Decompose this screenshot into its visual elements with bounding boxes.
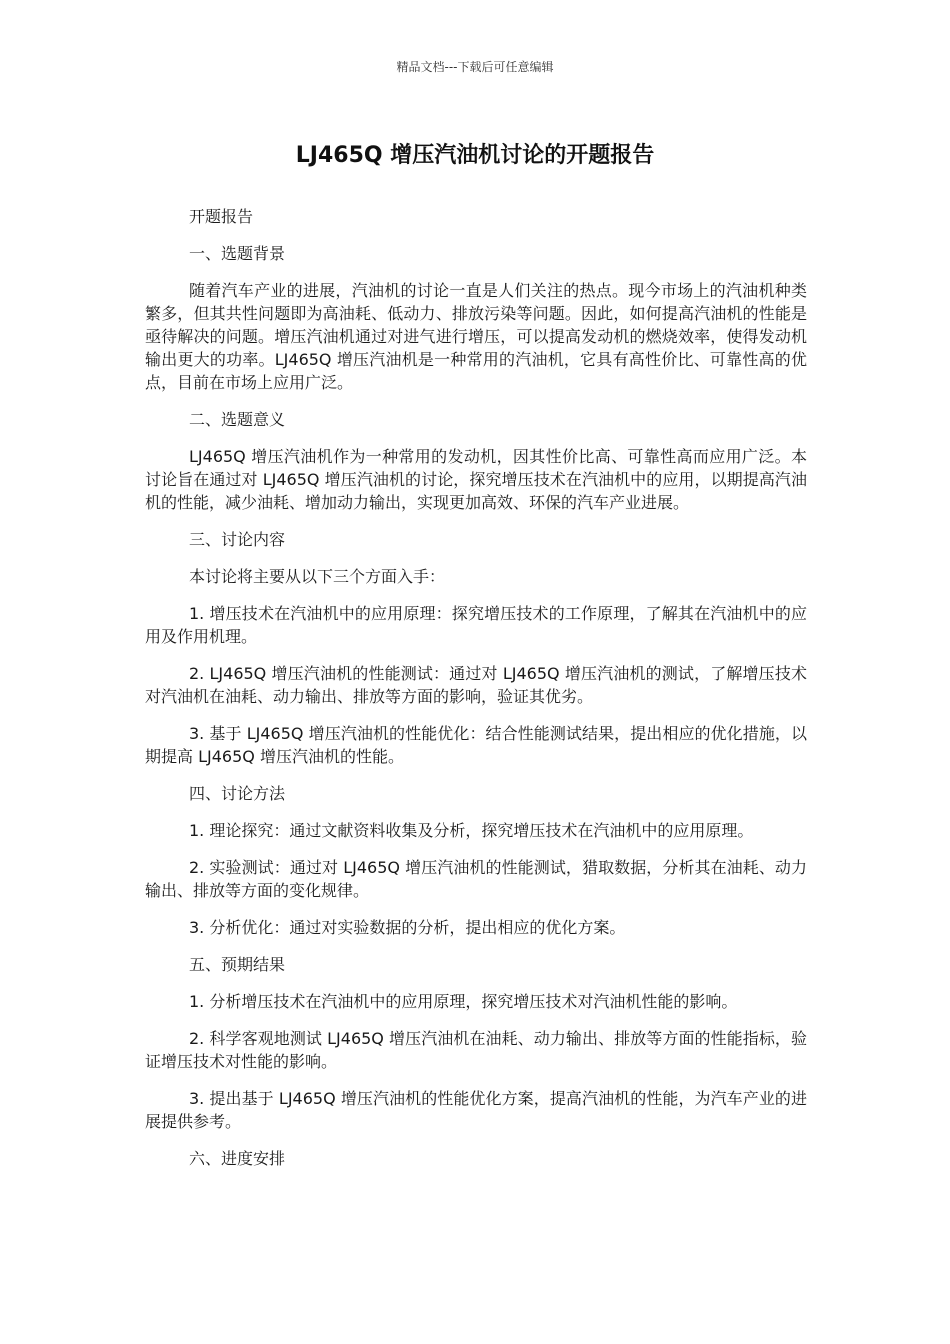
list-item-methods-1: 1. 理论探究：通过文献资料收集及分析，探究增压技术在汽油机中的应用原理。 [189,821,754,840]
document-body [145,205,807,1184]
list-item-content-1: 1. 增压技术在汽油机中的应用原理：探究增压技术的工作原理，了解其在汽油机中的应用及作用机理。 [145,604,807,646]
list-item-methods-3: 3. 分析优化：通过对实验数据的分析，提出相应的优化方案。 [189,918,626,937]
section-heading-content: 三、讨论内容 [189,530,286,549]
paragraph-significance: LJ465Q 增压汽油机作为一种常用的发动机，因其性价比高、可靠性高而应用广泛。本讨论旨在通过对 LJ465Q 增压汽油机的讨论，探究增压技术在汽油机中的应用，以期提高汽油机的性能，减少油耗、增加动力输出，实现更加高效、环保的汽车产业进展。 [145,447,807,512]
list-item-results-2: 2. 科学客观地测试 LJ465Q 增压汽油机在油耗、动力输出、排放等方面的性能指标，验证增压技术对性能的影响。 [145,1029,807,1071]
paragraph-background: 随着汽车产业的进展，汽油机的讨论一直是人们关注的热点。现今市场上的汽油机种类繁多，但其共性问题即为高油耗、低动力、排放污染等问题。因此，如何提高汽油机的性能是亟待解决的问题。增压汽油机通过对进气进行增压，可以提高发动机的燃烧效率，使得发动机输出更大的功率。LJ465Q 增压汽油机是一种常用的汽油机，它具有高性价比、可靠性高的优点，目前在市场上应用广泛。 [145,281,807,392]
list-item-results-1: 1. 分析增压技术在汽油机中的应用原理，探究增压技术对汽油机性能的影响。 [189,992,738,1011]
report-label: 开题报告 [189,207,254,226]
list-item-methods-2: 2. 实验测试：通过对 LJ465Q 增压汽油机的性能测试，猎取数据，分析其在油耗、动力输出、排放等方面的变化规律。 [145,858,807,900]
list-item-content-3: 3. 基于 LJ465Q 增压汽油机的性能优化：结合性能测试结果，提出相应的优化措施，以期提高 LJ465Q 增压汽油机的性能。 [145,724,807,766]
document-title: LJ465Q 增压汽油机讨论的开题报告 [295,143,655,168]
section-heading-significance: 二、选题意义 [189,410,286,429]
list-item-content-2: 2. LJ465Q 增压汽油机的性能测试：通过对 LJ465Q 增压汽油机的测试，了解增压技术对汽油机在油耗、动力输出、排放等方面的影响，验证其优劣。 [145,664,807,706]
section-heading-methods: 四、讨论方法 [189,784,286,803]
list-item-results-3: 3. 提出基于 LJ465Q 增压汽油机的性能优化方案，提高汽油机的性能，为汽车产业的进展提供参考。 [145,1089,807,1131]
paragraph-content-intro: 本讨论将主要从以下三个方面入手： [189,567,446,586]
page-header: 精品文档---下载后可任意编辑 [396,60,554,74]
section-heading-background: 一、选题背景 [189,244,286,263]
section-heading-results: 五、预期结果 [189,955,286,974]
section-heading-schedule: 六、进度安排 [189,1149,286,1168]
